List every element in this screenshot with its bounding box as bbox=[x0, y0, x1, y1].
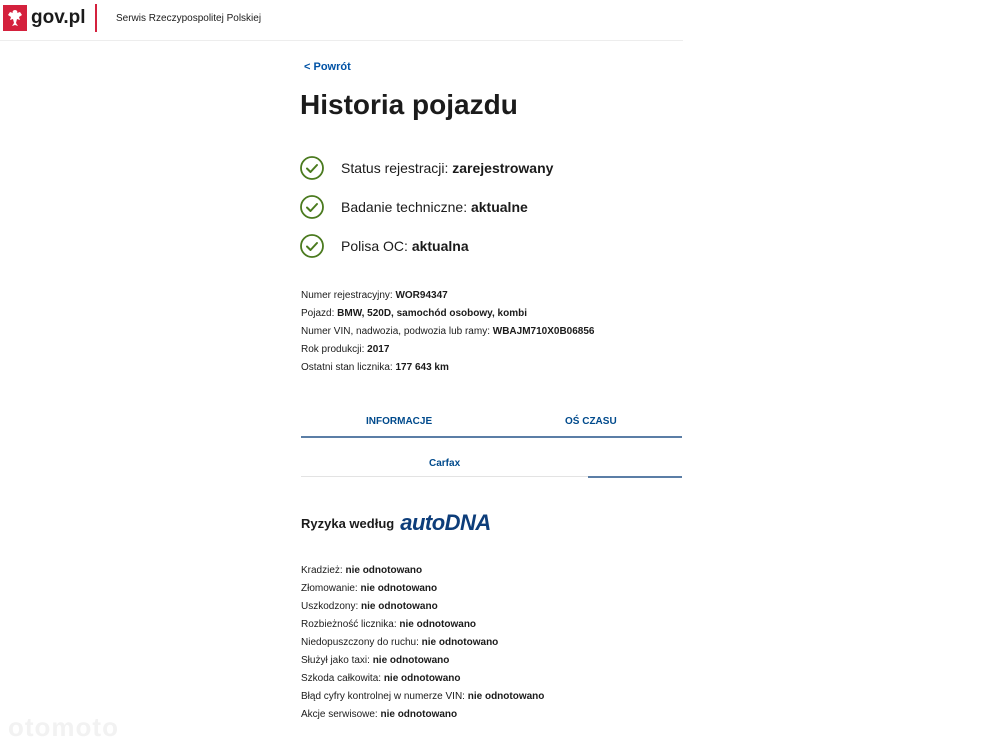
risk-row: Kradzież: nie odnotowano bbox=[301, 565, 423, 576]
check-circle-icon bbox=[300, 234, 324, 258]
risk-row: Szkoda całkowita: nie odnotowano bbox=[301, 673, 461, 684]
autodna-logo: autoDNA bbox=[400, 510, 491, 535]
tab-carfax[interactable]: Carfax bbox=[429, 458, 461, 469]
check-circle-icon bbox=[300, 195, 324, 219]
tab-bar-secondary bbox=[301, 452, 682, 477]
active-tab-indicator bbox=[588, 476, 682, 478]
risk-row: Uszkodzony: nie odnotowano bbox=[301, 601, 438, 612]
detail-row: Rok produkcji: 2017 bbox=[301, 344, 390, 355]
watermark: otomoto bbox=[8, 712, 119, 742]
risk-row: Niedopuszczony do ruchu: nie odnotowano bbox=[301, 637, 499, 648]
detail-row: Ostatni stan licznika: 177 643 km bbox=[301, 362, 449, 373]
risk-label: Ryzyka według bbox=[301, 515, 395, 531]
tab-os-czasu[interactable]: OŚ CZASU bbox=[565, 416, 617, 427]
status-insurance bbox=[300, 232, 469, 260]
site-header bbox=[0, 0, 683, 41]
risk-row: Rozbieżność licznika: nie odnotowano bbox=[301, 619, 477, 630]
status-text: Polisa OC: aktualna bbox=[341, 238, 469, 254]
page-title: Historia pojazdu bbox=[300, 89, 518, 120]
vehicle-details bbox=[301, 287, 594, 377]
check-circle-icon bbox=[300, 156, 324, 180]
status-inspection bbox=[300, 193, 528, 221]
risk-row: Błąd cyfry kontrolnej w numerze VIN: nie odnotowano bbox=[301, 691, 545, 702]
status-text: Status rejestracji: zarejestrowany bbox=[341, 160, 554, 176]
detail-row: Numer rejestracyjny: WOR94347 bbox=[301, 290, 448, 301]
eagle-icon bbox=[3, 5, 27, 31]
risk-list bbox=[301, 562, 544, 724]
risk-heading bbox=[301, 510, 491, 536]
gov-logo[interactable] bbox=[3, 5, 86, 31]
risk-row: Służył jako taxi: nie odnotowano bbox=[301, 655, 450, 666]
status-text: Badanie techniczne: aktualne bbox=[341, 199, 528, 215]
status-registration bbox=[300, 154, 553, 182]
header-divider bbox=[95, 4, 97, 32]
tab-informacje[interactable]: INFORMACJE bbox=[366, 416, 433, 427]
risk-row: Akcje serwisowe: nie odnotowano bbox=[301, 709, 458, 720]
tab-bar-main bbox=[301, 410, 682, 438]
detail-row: Numer VIN, nadwozia, podwozia lub ramy: WBAJM710X0B06856 bbox=[301, 326, 595, 337]
detail-row: Pojazd: BMW, 520D, samochód osobowy, kombi bbox=[301, 308, 527, 319]
back-link[interactable]: < Powrót bbox=[304, 61, 351, 73]
risk-row: Złomowanie: nie odnotowano bbox=[301, 583, 438, 594]
site-name: Serwis Rzeczypospolitej Polskiej bbox=[116, 13, 262, 24]
logo-text: gov.pl bbox=[31, 7, 86, 28]
